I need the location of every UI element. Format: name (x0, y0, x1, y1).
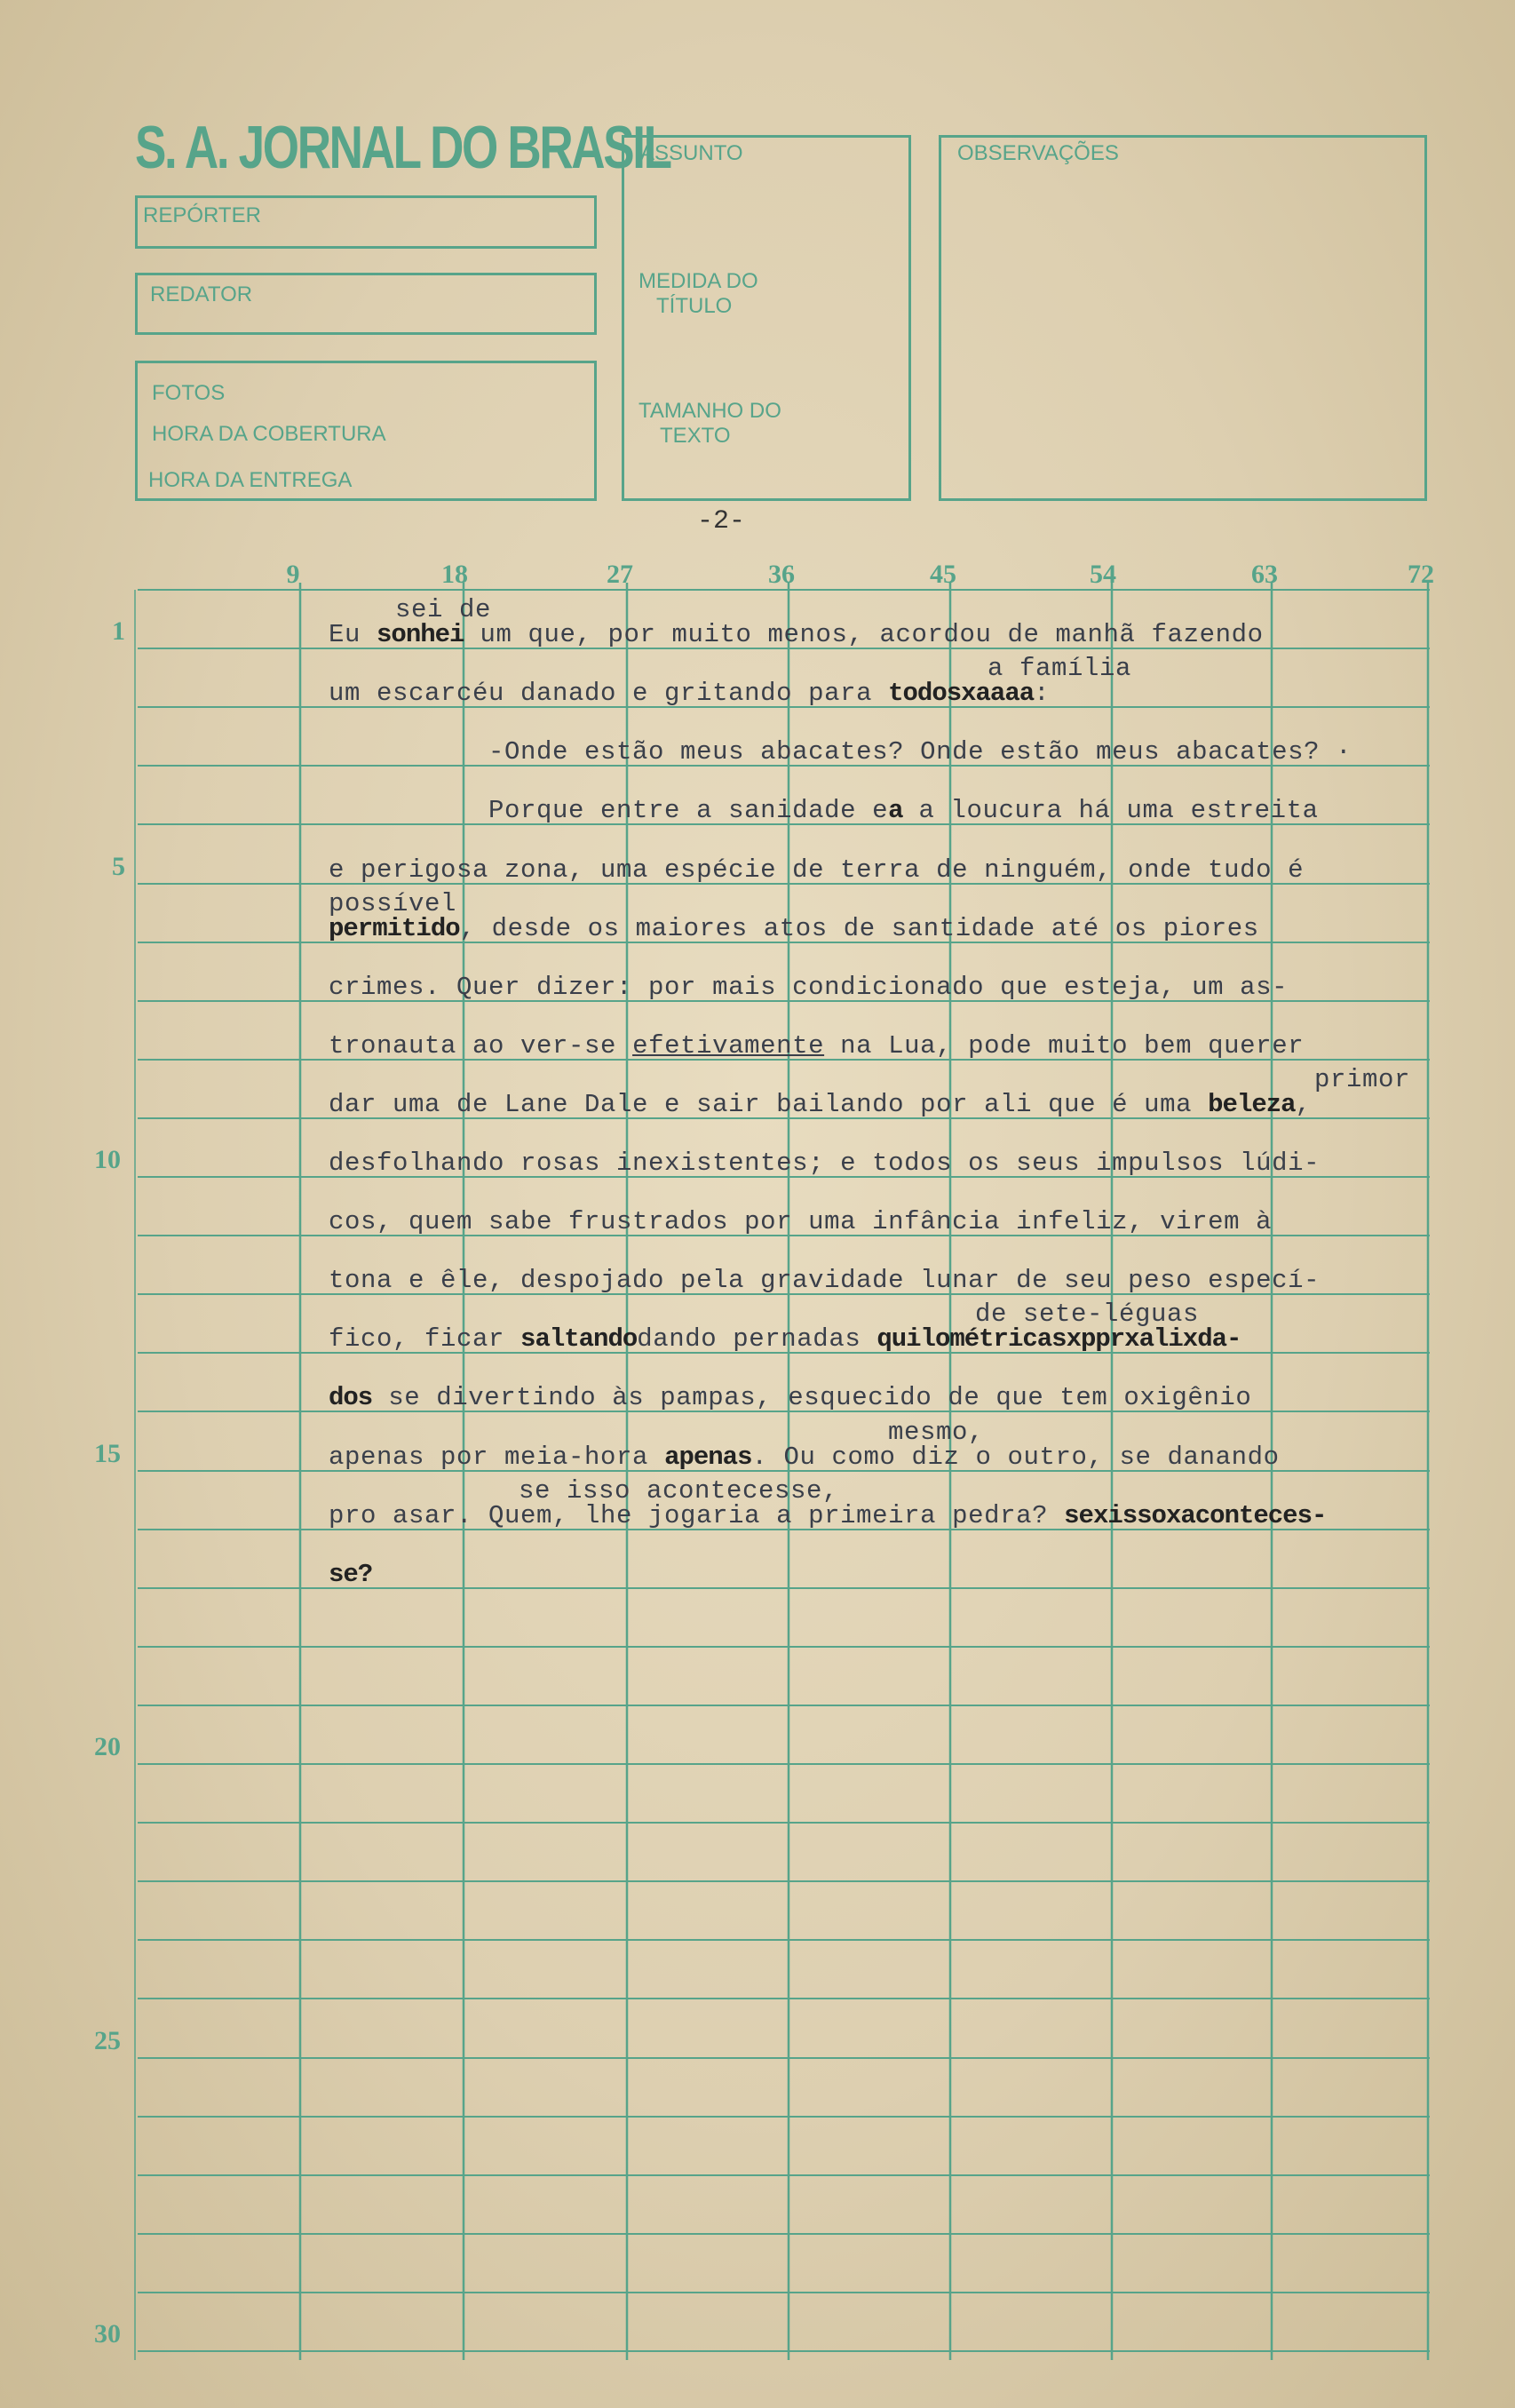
typed-line (329, 1500, 1327, 1530)
typed-line (329, 1089, 1312, 1119)
interlinear-insertion: primor (1314, 1064, 1411, 1094)
typed-line (329, 1324, 1241, 1355)
struck-out-word: permitido (329, 913, 460, 943)
text-run: se divertindo às pampas, esquecido de que tem oxigênio (372, 1383, 1252, 1413)
tamanho-texto-label-1: TAMANHO DO (639, 399, 781, 423)
struck-out-word: beleza (1208, 1089, 1296, 1119)
page-number: -2- (697, 506, 746, 536)
row-number: 10 (94, 1145, 121, 1174)
text-run: , desde os maiores atos de santidade até os piores (459, 913, 1259, 943)
text-run: apenas por meia-hora (329, 1442, 665, 1472)
text-run: pro asar. Quem, lhe jogaria a primeira pedra? (329, 1500, 1065, 1530)
struck-out-word: sonhei (377, 620, 464, 650)
hora-cobertura-label: HORA DA COBERTURA (152, 422, 386, 446)
text-run: cos, quem sabe frustrados por uma infância infeliz, virem à (329, 1207, 1273, 1237)
struck-out-word: sexissoxaconteces- (1064, 1500, 1327, 1530)
row-number: 25 (94, 2025, 121, 2055)
text-run: um que, por muito menos, acordou de manhã fazendo (464, 620, 1264, 650)
interlinear-insertion: a família (988, 654, 1132, 684)
column-number: 63 (1251, 560, 1278, 589)
hora-entrega-label: HORA DA ENTREGA (148, 468, 353, 492)
masthead-title: S. A. JORNAL DO BRASIL (135, 114, 670, 181)
observacoes-label: OBSERVAÇÕES (957, 141, 1119, 165)
text-run: a loucura há uma estreita (902, 796, 1319, 826)
tamanho-texto-label-2: TEXTO (660, 424, 731, 448)
medida-titulo-label-1: MEDIDA DO (639, 269, 758, 293)
typed-line (329, 796, 1319, 826)
typed-line (329, 679, 1051, 709)
text-run: na Lua, pode muito bem querer (824, 1030, 1305, 1061)
row-number: 30 (94, 2319, 121, 2348)
row-number: 20 (94, 1732, 121, 1761)
text-run: . Ou como diz o outro, se danando (751, 1442, 1280, 1472)
fotos-label: FOTOS (152, 381, 226, 405)
struck-out-word: saltando (520, 1324, 638, 1355)
struck-out-word: todosxaaaa (888, 679, 1035, 709)
text-run: tronauta ao ver-se (329, 1030, 633, 1061)
interlinear-insertion: possível (329, 888, 457, 918)
text-run: desfolhando rosas inexistentes; e todos os seus impulsos lúdi- (329, 1148, 1321, 1178)
underlined-word: efetivamente (632, 1030, 825, 1061)
typed-line (329, 913, 1259, 943)
column-number: 54 (1090, 560, 1116, 589)
struck-out-word: se? (329, 1559, 373, 1589)
interlinear-insertion: mesmo, (888, 1417, 985, 1447)
text-run: e perigosa zona, uma espécie de terra de ninguém, onde tudo é (329, 854, 1305, 885)
column-number: 36 (768, 560, 795, 589)
text-run: , (1295, 1089, 1312, 1119)
text-run: Porque entre a sanidade e (329, 796, 889, 826)
text-run: dando pernadas (637, 1324, 877, 1355)
column-number: 27 (607, 560, 633, 589)
interlinear-insertion: se isso acontecesse, (519, 1475, 839, 1506)
text-run: -Onde estão meus abacates? Onde estão meus abacates? · (329, 737, 1352, 767)
text-run: Eu (329, 620, 377, 650)
typed-line (329, 739, 1352, 765)
typed-line (329, 1444, 1280, 1470)
column-number: 72 (1408, 560, 1434, 589)
text-run: um escarcéu danado e gritando para (329, 679, 889, 709)
struck-out-word: apenas (664, 1442, 752, 1472)
typed-line (329, 974, 1288, 1000)
redator-label: REDATOR (150, 282, 253, 306)
struck-out-word: dos (329, 1383, 373, 1413)
row-number: 15 (94, 1438, 121, 1468)
typed-line (329, 1266, 1321, 1296)
struck-out-word: quilométricasxpprxalixda- (876, 1324, 1241, 1355)
struck-out-word: a (888, 796, 903, 826)
row-number: 1 (112, 616, 125, 647)
typed-line (329, 622, 1264, 648)
text-run: fico, ficar (329, 1324, 521, 1355)
text-run: dar uma de Lane Dale e sair bailando por ali que é uma (329, 1089, 1209, 1119)
text-run: tona e êle, despojado pela gravidade lunar de seu peso especí- (329, 1266, 1321, 1296)
typed-line (329, 1559, 373, 1589)
row-number: 5 (112, 851, 125, 881)
text-run: crimes. Quer dizer: por mais condicionado que esteja, um as- (329, 972, 1289, 1002)
assunto-label: ASSUNTO (640, 141, 743, 165)
typed-line (329, 1385, 1251, 1411)
typed-line (329, 854, 1305, 885)
typed-line (329, 1209, 1272, 1235)
reporter-label: REPÓRTER (143, 203, 261, 227)
column-number: 9 (286, 560, 300, 589)
medida-titulo-label-2: TÍTULO (656, 294, 733, 318)
interlinear-insertion: sei de (395, 595, 492, 625)
column-number: 45 (930, 560, 956, 589)
column-number: 18 (441, 560, 468, 589)
interlinear-insertion: de sete-léguas (975, 1299, 1200, 1330)
typed-line (329, 1030, 1305, 1061)
text-run: : (1034, 679, 1051, 709)
typed-line (329, 1150, 1320, 1176)
